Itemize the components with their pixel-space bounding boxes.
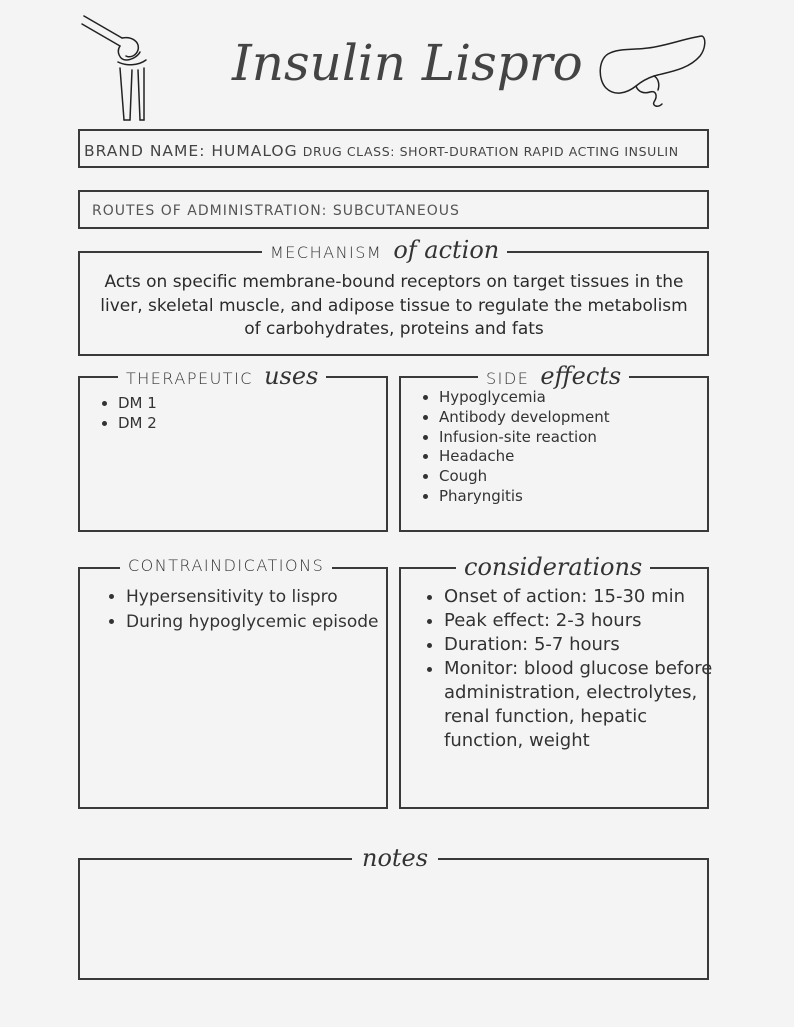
- contraindications-heading: [120, 558, 332, 574]
- list-item: • Infusion-site reaction: [439, 428, 610, 448]
- notes-box: [78, 858, 709, 980]
- list-item: • Onset of action: 15-30 min: [444, 585, 720, 609]
- therapeutic-heading-script: uses: [264, 362, 319, 390]
- knee-joint-icon: [80, 12, 156, 124]
- side-effects-heading: [478, 364, 629, 388]
- list-item: • Headache: [439, 447, 610, 467]
- list-item: • Antibody development: [439, 408, 610, 428]
- side-effects-heading-caps: SIDE: [486, 369, 530, 388]
- side-effects-list: [417, 388, 610, 507]
- list-item: • Hypersensitivity to lispro: [126, 585, 396, 610]
- page-title: Insulin Lispro: [232, 34, 583, 92]
- list-item: • Pharyngitis: [439, 487, 610, 507]
- list-item: • Cough: [439, 467, 610, 487]
- therapeutic-uses-heading: [118, 364, 326, 388]
- list-item: • During hypoglycemic episode: [126, 610, 396, 635]
- mechanism-heading-caps: MECHANISM: [270, 243, 383, 262]
- considerations-box: [399, 567, 713, 809]
- considerations-heading-script: considerations: [464, 553, 643, 581]
- routes-label: ROUTES OF ADMINISTRATION: SUBCUTANEOUS: [92, 203, 460, 219]
- side-effects-box: [399, 376, 709, 532]
- contraindications-heading-caps: CONTRAINDICATIONS: [128, 556, 325, 575]
- list-item: • DM 1: [118, 394, 157, 414]
- contraindications-box: [78, 567, 388, 809]
- drug-class-label: DRUG CLASS: SHORT-DURATION RAPID ACTING INSULIN: [302, 144, 679, 159]
- list-item: • Hypoglycemia: [439, 388, 610, 408]
- mechanism-box: [78, 251, 709, 356]
- routes-row: [78, 190, 709, 229]
- list-item: • Duration: 5-7 hours: [444, 633, 720, 657]
- pancreas-icon: [596, 32, 708, 108]
- list-item: • DM 2: [118, 414, 157, 434]
- considerations-heading: [456, 555, 650, 579]
- mechanism-heading: [262, 238, 507, 262]
- therapeutic-heading-caps: THERAPEUTIC: [126, 369, 253, 388]
- considerations-list: [422, 585, 720, 753]
- brand-row: [78, 129, 709, 168]
- notes-heading-script: notes: [362, 844, 429, 872]
- side-effects-heading-script: effects: [540, 362, 622, 390]
- contraindications-list: [104, 585, 396, 635]
- list-item: • Monitor: blood glucose before administration, electrolytes, renal function, hepatic function, weight: [444, 657, 720, 753]
- mechanism-heading-script: of action: [393, 236, 500, 264]
- therapeutic-uses-box: [78, 376, 388, 532]
- therapeutic-uses-list: [96, 394, 157, 434]
- list-item: • Peak effect: 2-3 hours: [444, 609, 720, 633]
- mechanism-text: Acts on specific membrane-bound receptors on target tissues in the liver, skeletal muscle, and adipose tissue to regulate the metabolism of carbohydrates, proteins and fats: [100, 272, 688, 339]
- notes-heading: [352, 846, 438, 870]
- brand-name-label: BRAND NAME: HUMALOG: [84, 142, 298, 160]
